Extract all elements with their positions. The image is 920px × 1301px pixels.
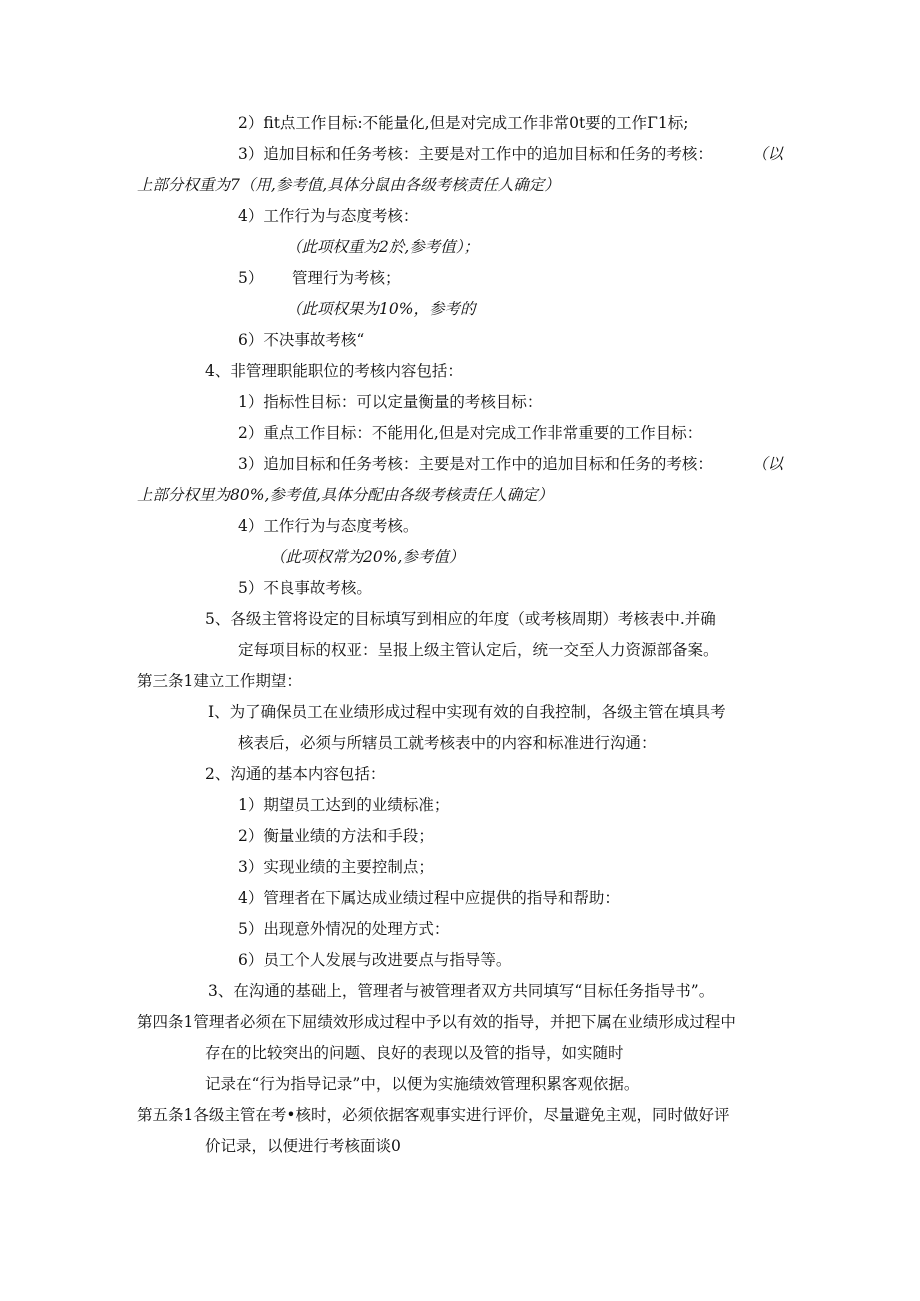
- text-line: 4）管理者在下属达成业绩过程中应提供的指导和帮助：: [238, 889, 620, 907]
- section-heading: 第四条1管理者必须在下屈绩效形成过程中予以有效的指导，并把下属在业绩形成过程中: [137, 1013, 736, 1031]
- text-line: 2）衡量业绩的方法和手段；: [238, 827, 434, 845]
- text-line: 4、非管理职能职位的考核内容包括：: [205, 362, 463, 380]
- text-line: （此项权重为2於,参考值）；: [286, 238, 480, 256]
- text-line: 2）重点工作目标：不能用化,但是对完成工作非常重要的工作目标：: [238, 424, 703, 442]
- text-line: 5）不良事故考核。: [238, 579, 372, 597]
- text-line: 1）指标性目标：可以定量衡量的考核目标：: [238, 393, 543, 411]
- text-line: I、为了确保员工在业绩形成过程中实现有效的自我控制，各级主管在填具考: [208, 703, 726, 721]
- text-line: 6）不决事故考核“: [238, 331, 365, 349]
- text-line: 3）追加目标和任务考核：主要是对工作中的追加目标和任务的考核：: [238, 145, 713, 163]
- text-line: 3）实现业绩的主要控制点；: [238, 858, 434, 876]
- section-heading: 第五条1各级主管在考•核时，必须依据客观事实进行评价，尽量避免主观，同时做好评: [137, 1106, 730, 1124]
- text-line: （此项权常为20%,参考值）: [270, 548, 465, 566]
- section-heading: 第三条1建立工作期望：: [137, 672, 302, 690]
- text-line: 存在的比较突出的问题、良好的表现以及管的指导，如实随时: [205, 1044, 624, 1062]
- text-line: （以: [752, 145, 784, 163]
- text-line: 4）工作行为与态度考核。: [238, 517, 419, 535]
- text-line: 3）追加目标和任务考核：主要是对工作中的追加目标和任务的考核：: [238, 455, 713, 473]
- text-line: 上部分权里为80%,参考值,具体分配由各级考核责任人确定）: [137, 486, 554, 504]
- text-line: 4）工作行为与态度考核：: [238, 207, 419, 225]
- text-line: 上部分权重为7（用,参考值,具体分鼠由各级考核责任人确定）: [137, 176, 560, 194]
- text-line: 5）出现意外情况的处理方式：: [238, 920, 450, 938]
- text-line: 定每项目标的权亚：呈报上级主管认定后，统一交至人力资源部备案。: [238, 641, 719, 659]
- text-line: 价记录，以便进行考核面谈0: [205, 1137, 401, 1155]
- text-line: 5）: [238, 269, 264, 287]
- text-line: （以: [752, 455, 784, 473]
- text-line: 2）fit点工作目标:不能量化,但是对完成工作非常0t要的工作Γ1标;: [238, 114, 689, 132]
- text-line: （此项权果为10%，参考的: [286, 300, 476, 318]
- text-line: 6）员工个人发展与改进要点与指导等。: [238, 951, 512, 969]
- text-line: 2、沟通的基本内容包括：: [205, 765, 386, 783]
- text-line: 3、在沟通的基础上，管理者与被管理者双方共同填写“目标任务指导书”。: [208, 982, 715, 1000]
- text-line: 5、各级主管将设定的目标填写到相应的年度（或考核周期）考核表中.并确: [205, 610, 716, 628]
- text-line: 1）期望员工达到的业绩标准；: [238, 796, 450, 814]
- text-line: 核表后，必须与所辖员工就考核表中的内容和标准进行沟通：: [238, 734, 657, 752]
- text-line: 管理行为考核；: [292, 269, 401, 287]
- text-line: 记录在“行为指导记录”中，以便为实施绩效管理积累客观依据。: [205, 1075, 640, 1093]
